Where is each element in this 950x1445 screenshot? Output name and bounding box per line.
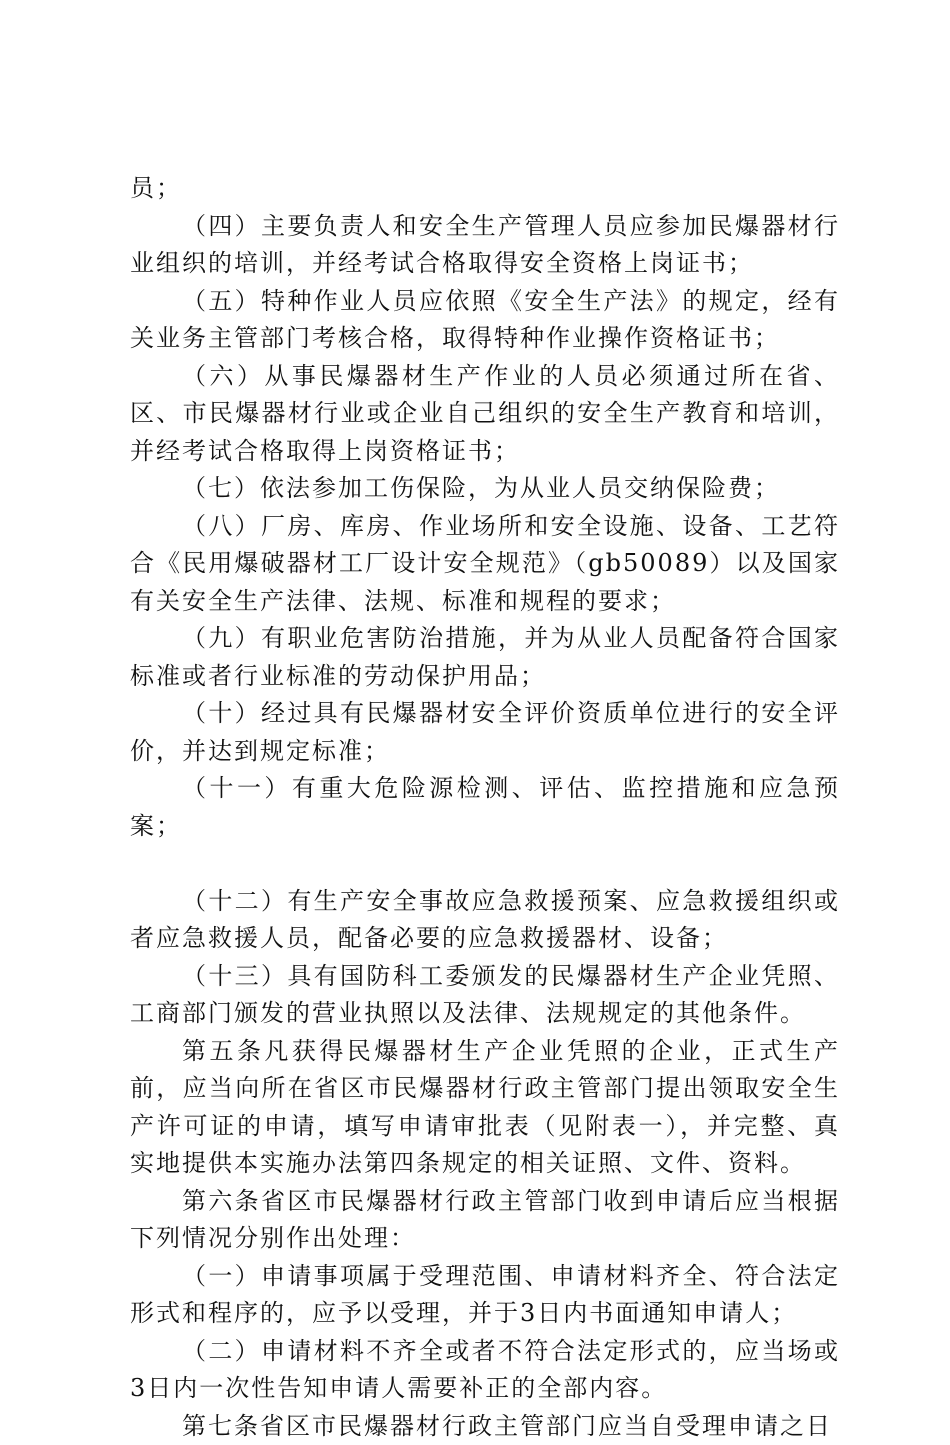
paragraph-continuation: 员； (130, 170, 840, 208)
paragraph-article-7: 第七条省区市民爆器材行政主管部门应当自受理申请之日 (130, 1408, 840, 1445)
paragraph-item-9: （九）有职业危害防治措施，并为从业人员配备符合国家标准或者行业标准的劳动保护用品； (130, 620, 840, 695)
paragraph-item-5: （五）特种作业人员应依照《安全生产法》的规定，经有关业务主管部门考核合格，取得特种作业操作资格证书； (130, 283, 840, 358)
paragraph-item-8: （八）厂房、库房、作业场所和安全设施、设备、工艺符合《民用爆破器材工厂设计安全规范》（gb50089）以及国家有关安全生产法律、法规、标准和规程的要求； (130, 508, 840, 621)
paragraph-item-13: （十三）具有国防科工委颁发的民爆器材生产企业凭照、工商部门颁发的营业执照以及法律、法规规定的其他条件。 (130, 958, 840, 1033)
paragraph-article-6-item-2: （二）申请材料不齐全或者不符合法定形式的，应当场或3日内一次性告知申请人需要补正的全部内容。 (130, 1333, 840, 1408)
paragraph-item-10: （十）经过具有民爆器材安全评价资质单位进行的安全评价，并达到规定标准； (130, 695, 840, 770)
paragraph-item-12: （十二）有生产安全事故应急救援预案、应急救援组织或者应急救援人员，配备必要的应急救援器材、设备； (130, 883, 840, 958)
blank-line (130, 845, 840, 883)
paragraph-article-6: 第六条省区市民爆器材行政主管部门收到申请后应当根据下列情况分别作出处理： (130, 1183, 840, 1258)
paragraph-item-6: （六）从事民爆器材生产作业的人员必须通过所在省、区、市民爆器材行业或企业自己组织的安全生产教育和培训，并经考试合格取得上岗资格证书； (130, 358, 840, 471)
paragraph-article-6-item-1: （一）申请事项属于受理范围、申请材料齐全、符合法定形式和程序的，应予以受理，并于3日内书面通知申请人； (130, 1258, 840, 1333)
paragraph-item-4: （四）主要负责人和安全生产管理人员应参加民爆器材行业组织的培训，并经考试合格取得安全资格上岗证书； (130, 208, 840, 283)
paragraph-item-11: （十一）有重大危险源检测、评估、监控措施和应急预案； (130, 770, 840, 845)
paragraph-article-5: 第五条凡获得民爆器材生产企业凭照的企业，正式生产前，应当向所在省区市民爆器材行政主管部门提出领取安全生产许可证的申请，填写申请审批表（见附表一），并完整、真实地提供本实施办法第四条规定的相关证照、文件、资料。 (130, 1033, 840, 1183)
paragraph-item-7: （七）依法参加工伤保险，为从业人员交纳保险费； (130, 470, 840, 508)
document-body (130, 170, 840, 1445)
